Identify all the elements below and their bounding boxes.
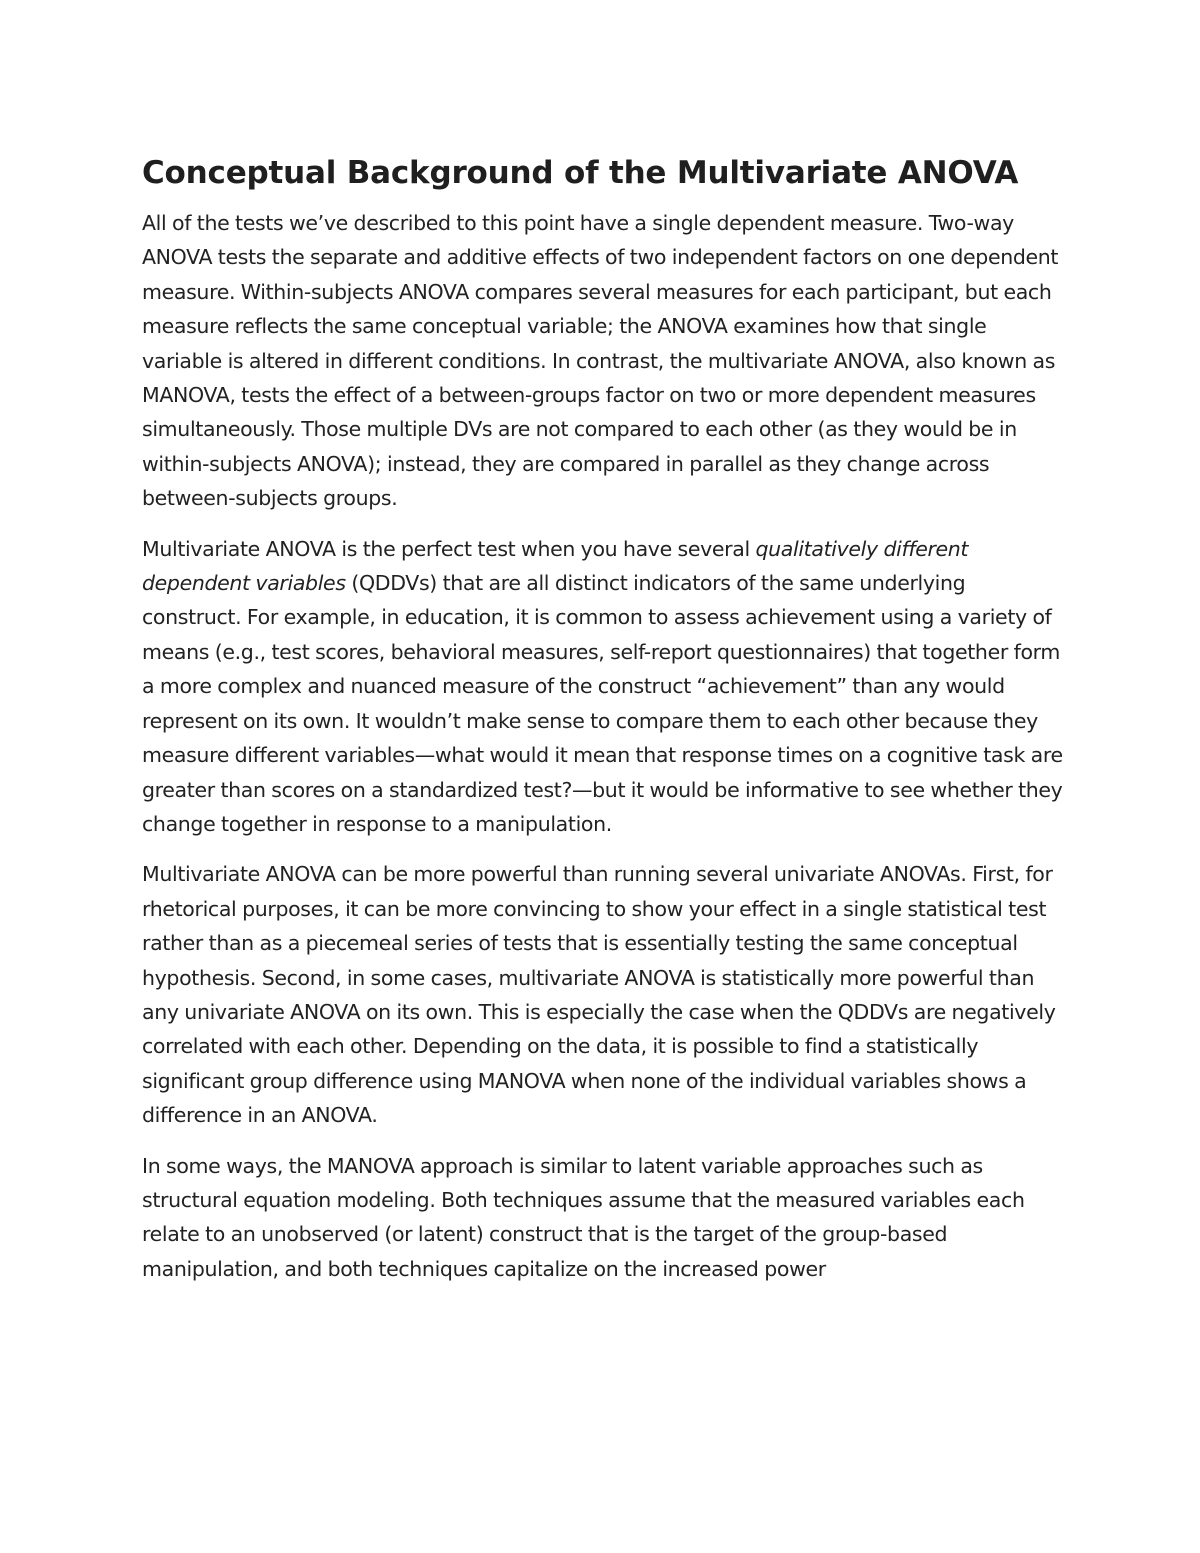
paragraph-qddvs-rest: (QDDVs) that are all distinct indicators of the same underlying construct. For example, in education, it is common to assess achievement using a variety of means (e.g., test scores, behavioral measures, self-report questionnaires) that together form a more complex and nuanced measure of the construct “achievement” than any would represent on its own. It wouldn’t make sense to compare them to each other because they measure different variables—what would it mean that response times on a cognitive task are greater than scores on a standardized test?—but it would be informative to see whether they change together in response to a manipulation. — [142, 571, 1063, 836]
document-title: Conceptual Background of the Multivariate ANOVA — [142, 155, 1019, 191]
paragraph-qddvs-emphasis: qualitatively different dependent variables — [142, 536, 969, 596]
paragraph-qddvs-lead: Multivariate ANOVA is the perfect test when you have several — [142, 536, 756, 561]
paragraph-latent: In some ways, the MANOVA approach is similar to latent variable approaches such as structural equation modeling. Both techniques assume that the measured variables each relate to an unobserved (or latent) construct that is the target of the group-based manipulation, and both techniques capitalize on the increased power — [142, 1153, 1025, 1281]
paragraph-power: Multivariate ANOVA can be more powerful than running several univariate ANOVAs. First, for rhetorical purposes, it can be more convincing to show your effect in a single statistical test rather than as a piecemeal series of tests that is essentially testing the same conceptual hypothesis. Second, in some cases, multivariate ANOVA is statistically more powerful than any univariate ANOVA on its own. This is especially the case when the QDDVs are negatively correlated with each other. Depending on the data, it is possible to find a statistically significant group difference using MANOVA when none of the individual variables shows a difference in an ANOVA. — [142, 862, 1056, 1128]
paragraph-qddvs — [142, 532, 1064, 842]
paragraph-intro: All of the tests we’ve described to this point have a single dependent measure. Two-way ANOVA tests the separate and additive effects of two independent factors on one dependent measure. Within-subjects ANOVA compares several measures for each participant, but each measure reflects the same conceptual variable; the ANOVA examines how that single variable is altered in different conditions. In contrast, the multivariate ANOVA, also known as MANOVA, tests the effect of a between-groups factor on two or more dependent measures simultaneously. Those multiple DVs are not compared to each other (as they would be in within-subjects ANOVA); instead, they are compared in parallel as they change across between-subjects groups. — [142, 211, 1059, 511]
document-page — [142, 148, 1064, 1302]
